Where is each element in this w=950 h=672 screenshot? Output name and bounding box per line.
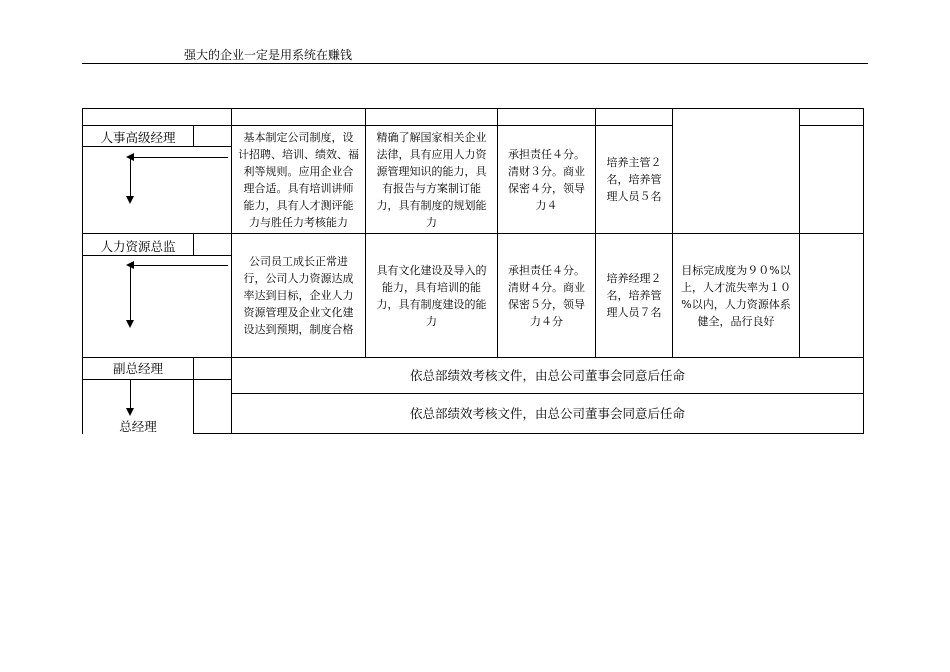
merged-cell-cover	[673, 125, 799, 126]
table-line	[799, 108, 800, 358]
flow-arrow-line	[130, 379, 131, 409]
table-line	[193, 357, 194, 434]
table-line	[82, 108, 83, 434]
flow-arrow-line	[132, 157, 228, 158]
table-line	[193, 125, 194, 147]
table-cell: 精确了解国家相关企业 法律，具有应用人力资 源管理知识的能力，具 有报告与方案制订能 力，具有制度的规划能 力	[376, 130, 487, 229]
table-line	[193, 433, 864, 434]
position-label: 副总经理	[112, 361, 163, 376]
table-line	[82, 255, 231, 256]
position-label: 人力资源总监	[100, 239, 176, 254]
table-cell: 承担责任４分。 清财４分。商业 保密５分，领导 力４分	[508, 263, 585, 328]
header-rule	[82, 63, 868, 64]
document-header-title: 强大的企业一定是用系统在赚钱	[184, 48, 353, 62]
table-line	[82, 146, 231, 147]
table-cell: 公司员工成长正常进 行，公司人力资源达成 率达到目标，企业人力 资源管理及企业文化建 设达到预期，制度合格	[243, 255, 354, 336]
arrow-down-icon	[126, 408, 134, 416]
table-cell: 目标完成度为９０%以 上，人才流失率为１０ %以内，人力资源体系 健全，品行良好	[681, 263, 791, 328]
table-line	[82, 108, 864, 109]
flow-arrow-line	[132, 265, 228, 266]
table-line	[193, 233, 194, 256]
table-cell: 培养经理２ 名，培养管 理人员７名	[606, 272, 662, 319]
flow-arrow-line	[130, 157, 131, 197]
table-cell: 培养主管２ 名，培养管 理人员５名	[606, 156, 662, 203]
table-cell: 具有文化建设及导入的 能力，具有培训的能 力，具有制度建设的能 力	[376, 263, 487, 328]
position-label: 人事高级经理	[100, 130, 176, 145]
flow-arrow-line	[130, 265, 131, 321]
merged-cell: 依总部绩效考核文件，由总公司董事会同意后任命	[409, 368, 685, 383]
table-cell: 承担责任４分。 清财３分。商业 保密４分，领导 力４	[508, 147, 585, 212]
arrow-down-icon	[126, 320, 134, 328]
arrow-down-icon	[126, 196, 134, 204]
table-cell: 基本制定公司制度，设 计招聘、培训、绩效、福 利等规则。应用企业合 理合适。具有培训讲师 能力，具有人才测评能 力与胜任力考核能力	[238, 130, 359, 229]
table-line	[863, 108, 864, 434]
position-label: 总经理	[119, 419, 157, 434]
merged-cell: 依总部绩效考核文件，由总公司董事会同意后任命	[409, 406, 685, 421]
table-line	[82, 379, 231, 380]
